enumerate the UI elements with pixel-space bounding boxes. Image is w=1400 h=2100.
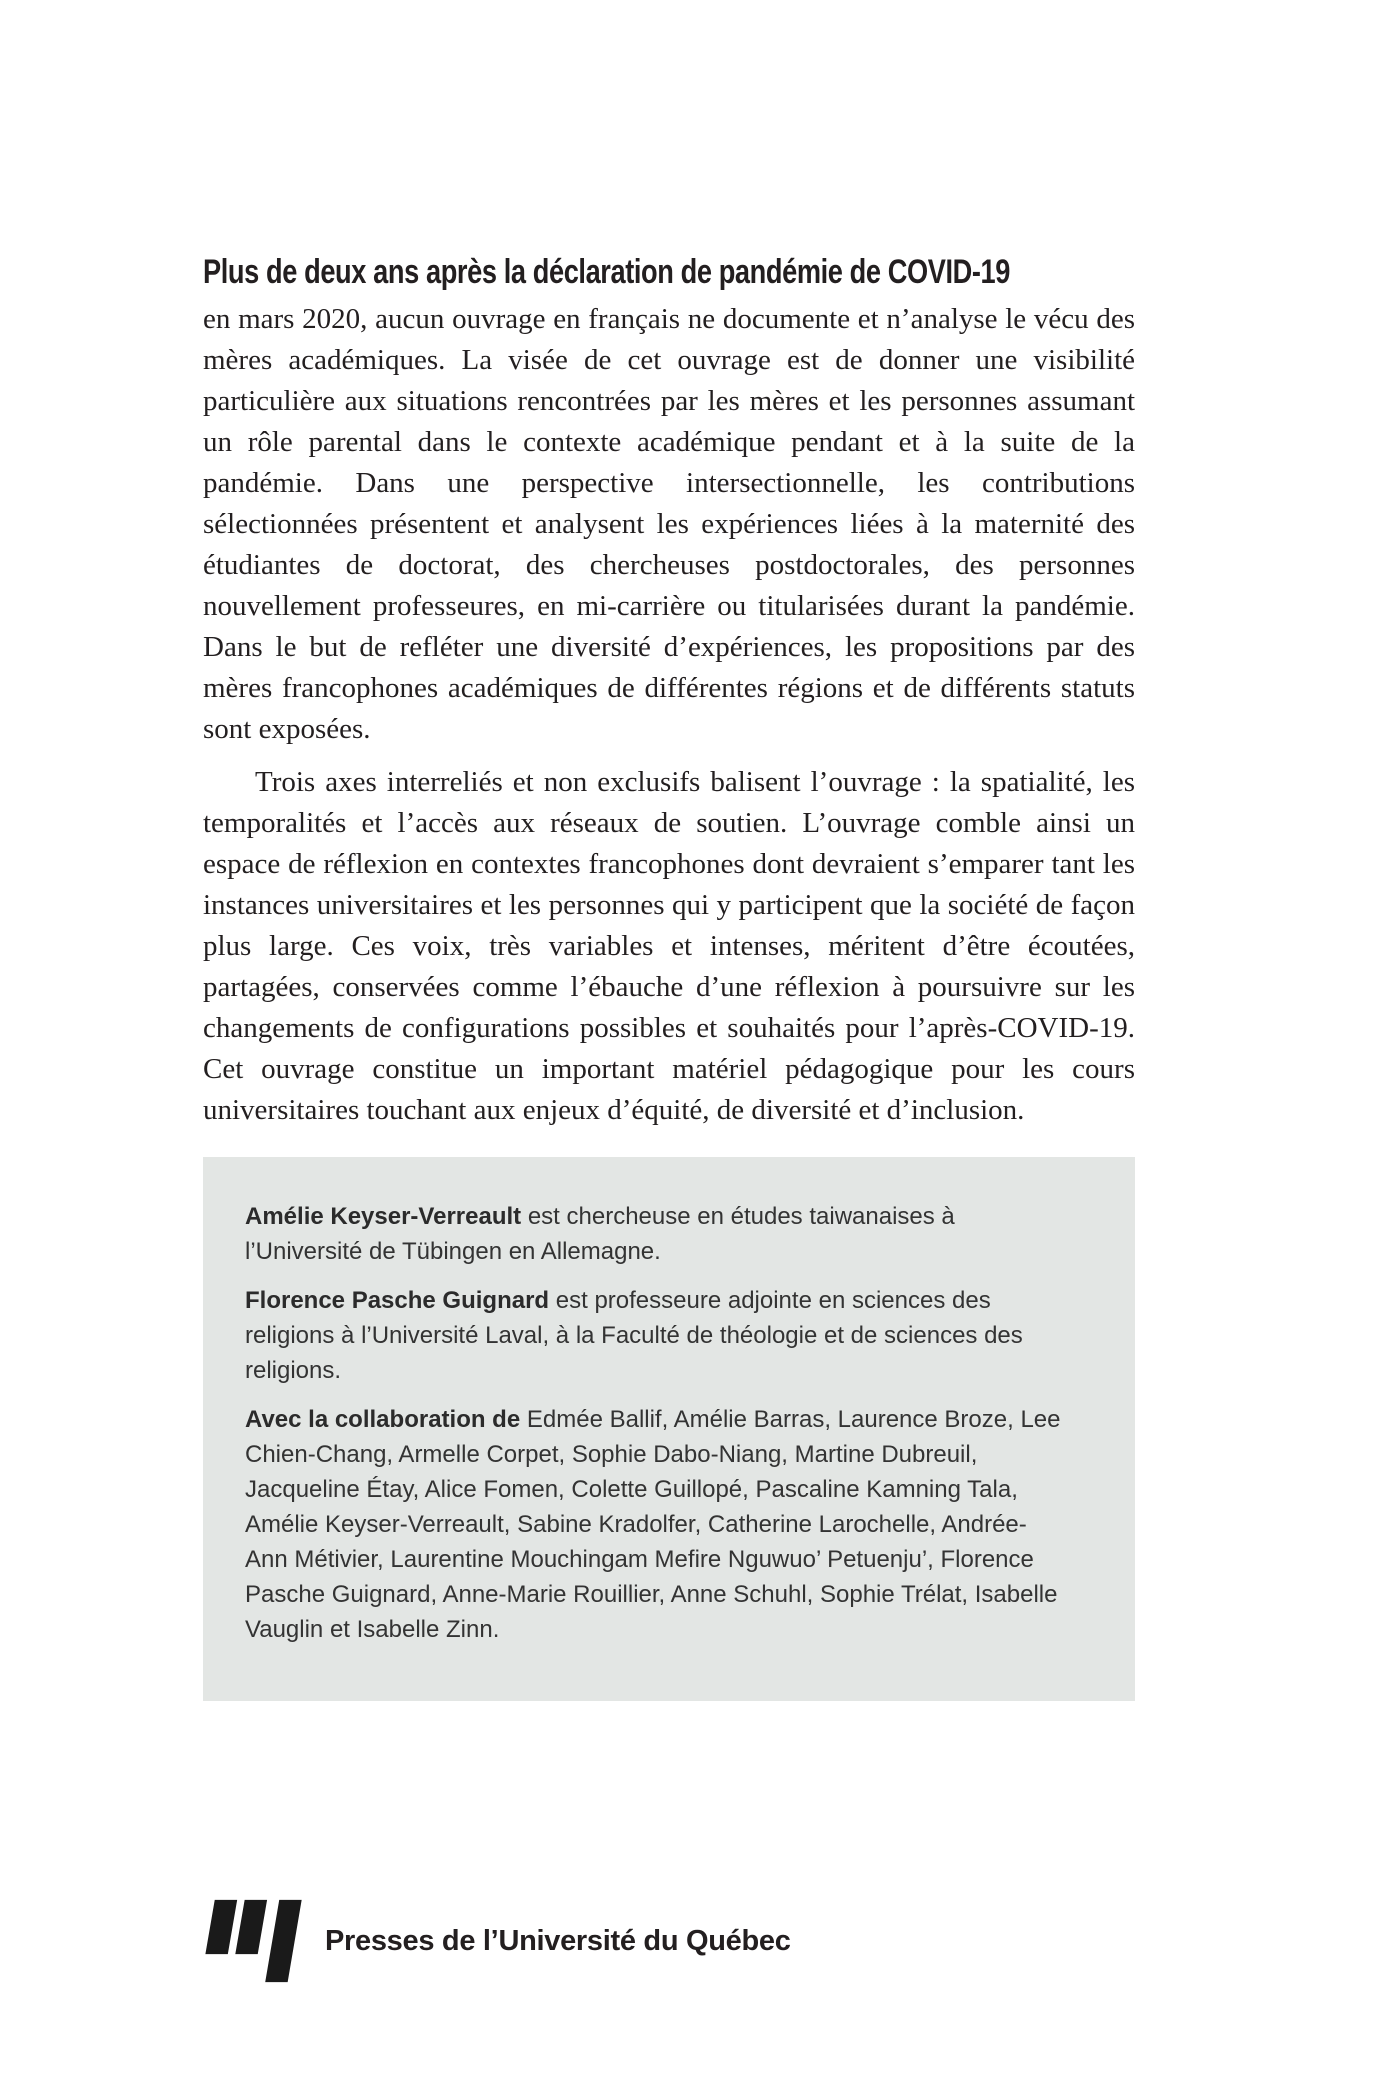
publisher-name: Presses de l’Université du Québec bbox=[325, 1924, 791, 1957]
author-bio-1-text: est chercheuse en études taiwanaises à l’Université de Tübingen en Allemagne. bbox=[245, 1203, 955, 1265]
page-title: Plus de deux ans après la déclaration de pandémie de COVID-19 bbox=[203, 253, 1010, 291]
collaboration-label: Avec la collaboration de bbox=[245, 1406, 521, 1433]
authors-box bbox=[203, 1157, 1135, 1701]
publisher-footer bbox=[203, 1898, 791, 1984]
author-bio-2-text: est professeure adjointe en sciences des religions à l’Université Laval, à la Faculté de théologie et de sciences des religions. bbox=[245, 1287, 1023, 1384]
author-name-2: Florence Pasche Guignard bbox=[245, 1287, 550, 1314]
collaboration-list bbox=[245, 1402, 1065, 1647]
collaboration-names: Edmée Ballif, Amélie Barras, Laurence Broze, Lee Chien-Chang, Armelle Corpet, Sophie Dabo-Niang, Martine Dubreuil, Jacqueline Étay, Alice Fomen, Colette Guillopé, Pascaline Kamning Tala, Amélie Keyser-Verreault, Sabine Kradolfer, Catherine Larochelle, Andrée-Ann Métivier, Laurentine Mouchingam Mefire Nguwuo’ Petuenju’, Florence Pasche Guignard, Anne-Marie Rouillier, Anne Schuhl, Sophie Trélat, Isabelle Vauglin et Isabelle Zinn. bbox=[245, 1406, 1061, 1643]
puq-logo-icon bbox=[203, 1898, 305, 1984]
cover-text-column bbox=[203, 252, 1135, 1701]
author-name-1: Amélie Keyser-Verreault bbox=[245, 1203, 522, 1230]
description-paragraph-2: Trois axes interreliés et non exclusifs balisent l’ouvrage : la spatialité, les temporalités et l’accès aux réseaux de soutien. L’ouvrage comble ainsi un espace de réflexion en contextes francophones dont devraient s’emparer tant les instances universitaires et les personnes qui y participent que la société de façon plus large. Ces voix, très variables et intenses, méritent d’être écoutées, partagées, conservées comme l’ébauche d’une réflexion à poursuivre sur les changements de configurations possibles et souhaités pour l’après-COVID-19. Cet ouvrage constitue un important matériel pédagogique pour les cours universitaires touchant aux enjeux d’équité, de diversité et d’inclusion. bbox=[203, 766, 1135, 1126]
author-bio-1 bbox=[245, 1199, 1065, 1269]
description-paragraph-1: en mars 2020, aucun ouvrage en français ne documente et n’analyse le vécu des mères académiques. La visée de cet ouvrage est de donner une visibilité particulière aux situations rencontrées par les mères et les personnes assumant un rôle parental dans le contexte académique pendant et à la suite de la pandémie. Dans une perspective intersectionnelle, les contributions sélectionnées présentent et analysent les expériences liées à la maternité des étudiantes de doctorat, des chercheuses postdoctorales, des personnes nouvellement professeures, en mi-carrière ou titularisées durant la pandémie. Dans le but de refléter une diversité d’expériences, les propositions par des mères francophones académiques de différentes régions et de différents statuts sont exposées. bbox=[203, 303, 1135, 745]
author-bio-2 bbox=[245, 1283, 1065, 1388]
